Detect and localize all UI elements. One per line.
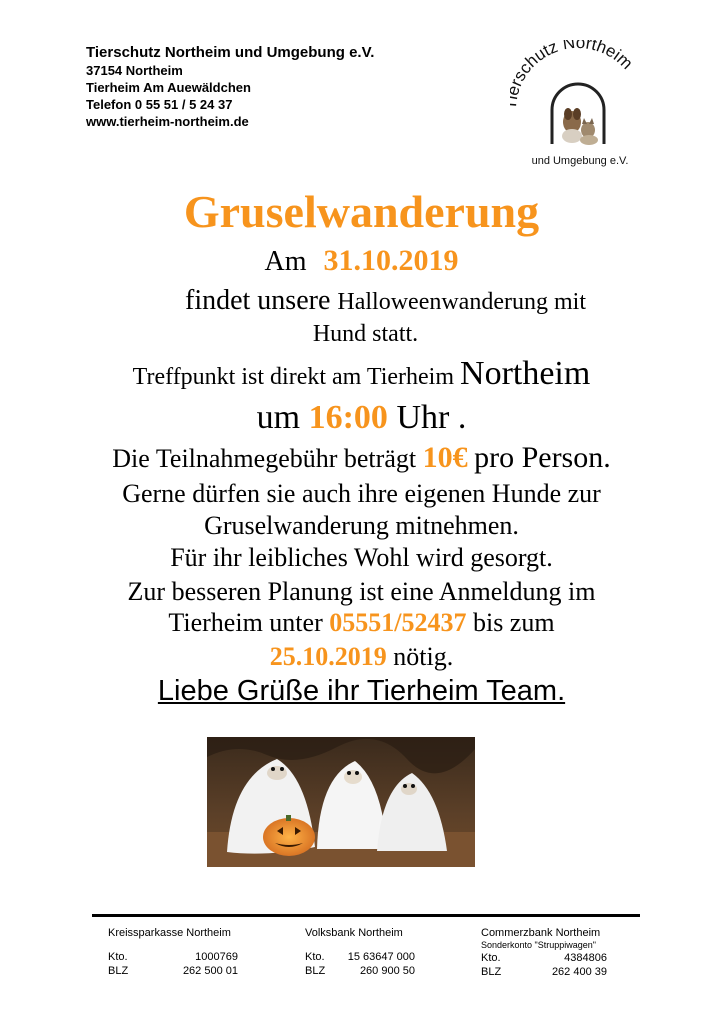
description-part-b: Halloweenwanderung mit — [337, 289, 586, 315]
fee-amount: 10€ — [422, 441, 468, 474]
blz-label: BLZ — [481, 966, 502, 978]
closing-greeting: Liebe Grüße ihr Tierheim Team. — [157, 675, 566, 707]
meeting-point-town: Northeim — [460, 355, 591, 392]
bank-name: Kreissparkasse Northeim — [108, 927, 231, 939]
registration-deadline: 25.10.2019 — [269, 642, 387, 671]
kto-label: Kto. — [481, 952, 501, 964]
registration-line-1: Zur besseren Planung ist eine Anmeldung im — [127, 577, 596, 606]
time-suffix: Uhr . — [396, 399, 467, 436]
bank-info-kreissparkasse — [108, 926, 238, 978]
registration-suffix: bis zum — [472, 608, 555, 637]
address-street: Tierheim Am Auewäldchen — [86, 80, 251, 95]
bank-info-volksbank — [305, 926, 415, 978]
logo-arc-text: schutz Northeim — [510, 40, 637, 85]
org-name: Tierschutz Northeim und Umgebung e.V. — [86, 44, 375, 61]
description-part-a: findet unsere — [185, 285, 331, 316]
description-line — [0, 284, 723, 319]
page-title: Gruselwanderung — [183, 186, 540, 237]
address-city: 37154 Northeim — [86, 63, 183, 78]
dogs-line-1: Gerne dürfen sie auch ihre eigenen Hunde zur — [122, 479, 601, 508]
halloween-dogs-photo — [207, 737, 475, 867]
registration-phone: 05551/52437 — [329, 608, 467, 637]
logo-bottom-text: und Umgebung e.V. — [531, 155, 629, 167]
description-line-2: Hund statt. — [312, 321, 419, 347]
meeting-point-text: Treffpunkt ist direkt am Tierheim — [132, 364, 455, 390]
kto-label: Kto. — [305, 951, 325, 963]
phone-number: Telefon 0 55 51 / 5 24 37 — [86, 97, 233, 112]
catering-line: Für ihr leibliches Wohl wird gesorgt. — [170, 543, 553, 572]
blz-number: 260 900 50 — [359, 965, 415, 977]
date-prefix: Am — [264, 246, 307, 277]
meeting-point-line — [0, 356, 723, 395]
time-line — [0, 398, 723, 438]
letterhead-address — [86, 44, 374, 130]
kto-number: 1000769 — [195, 951, 238, 963]
registration-line-3 — [0, 641, 723, 673]
footer-divider — [92, 914, 640, 917]
special-account-label: Sonderkonto "Struppiwagen" — [481, 940, 596, 950]
kto-number: 4384806 — [564, 952, 607, 964]
website-url: www.tierheim-northeim.de — [86, 114, 249, 129]
svg-text:Tierschutz Northeim — [510, 40, 636, 110]
registration-prefix: Tierheim unter — [168, 608, 323, 637]
bank-name: Volksbank Northeim — [305, 927, 403, 939]
bank-info-commerzbank — [481, 926, 607, 979]
kto-label: Kto. — [108, 951, 128, 963]
blz-label: BLZ — [305, 965, 326, 977]
fee-prefix: Die Teilnahmegebühr beträgt — [112, 444, 417, 473]
dogs-line-2: Gruselwanderung mitnehmen. — [204, 511, 519, 540]
event-time: 16:00 — [308, 399, 388, 436]
fee-suffix: pro Person. — [474, 441, 611, 474]
bank-name: Commerzbank Northeim — [481, 927, 601, 939]
event-date: 31.10.2019 — [323, 244, 459, 277]
dog-and-cat-icon — [562, 108, 598, 145]
kto-number: 15 63647 000 — [347, 951, 415, 963]
time-prefix: um — [256, 399, 301, 436]
blz-label: BLZ — [108, 965, 129, 977]
logo-graphic — [510, 40, 650, 170]
blz-number: 262 500 01 — [182, 965, 238, 977]
organization-logo — [510, 40, 650, 170]
date-line — [0, 244, 723, 279]
fee-line — [0, 441, 723, 476]
registration-line-2 — [0, 607, 723, 639]
registration-deadline-suffix: nötig. — [393, 642, 454, 671]
blz-number: 262 400 39 — [551, 966, 607, 978]
